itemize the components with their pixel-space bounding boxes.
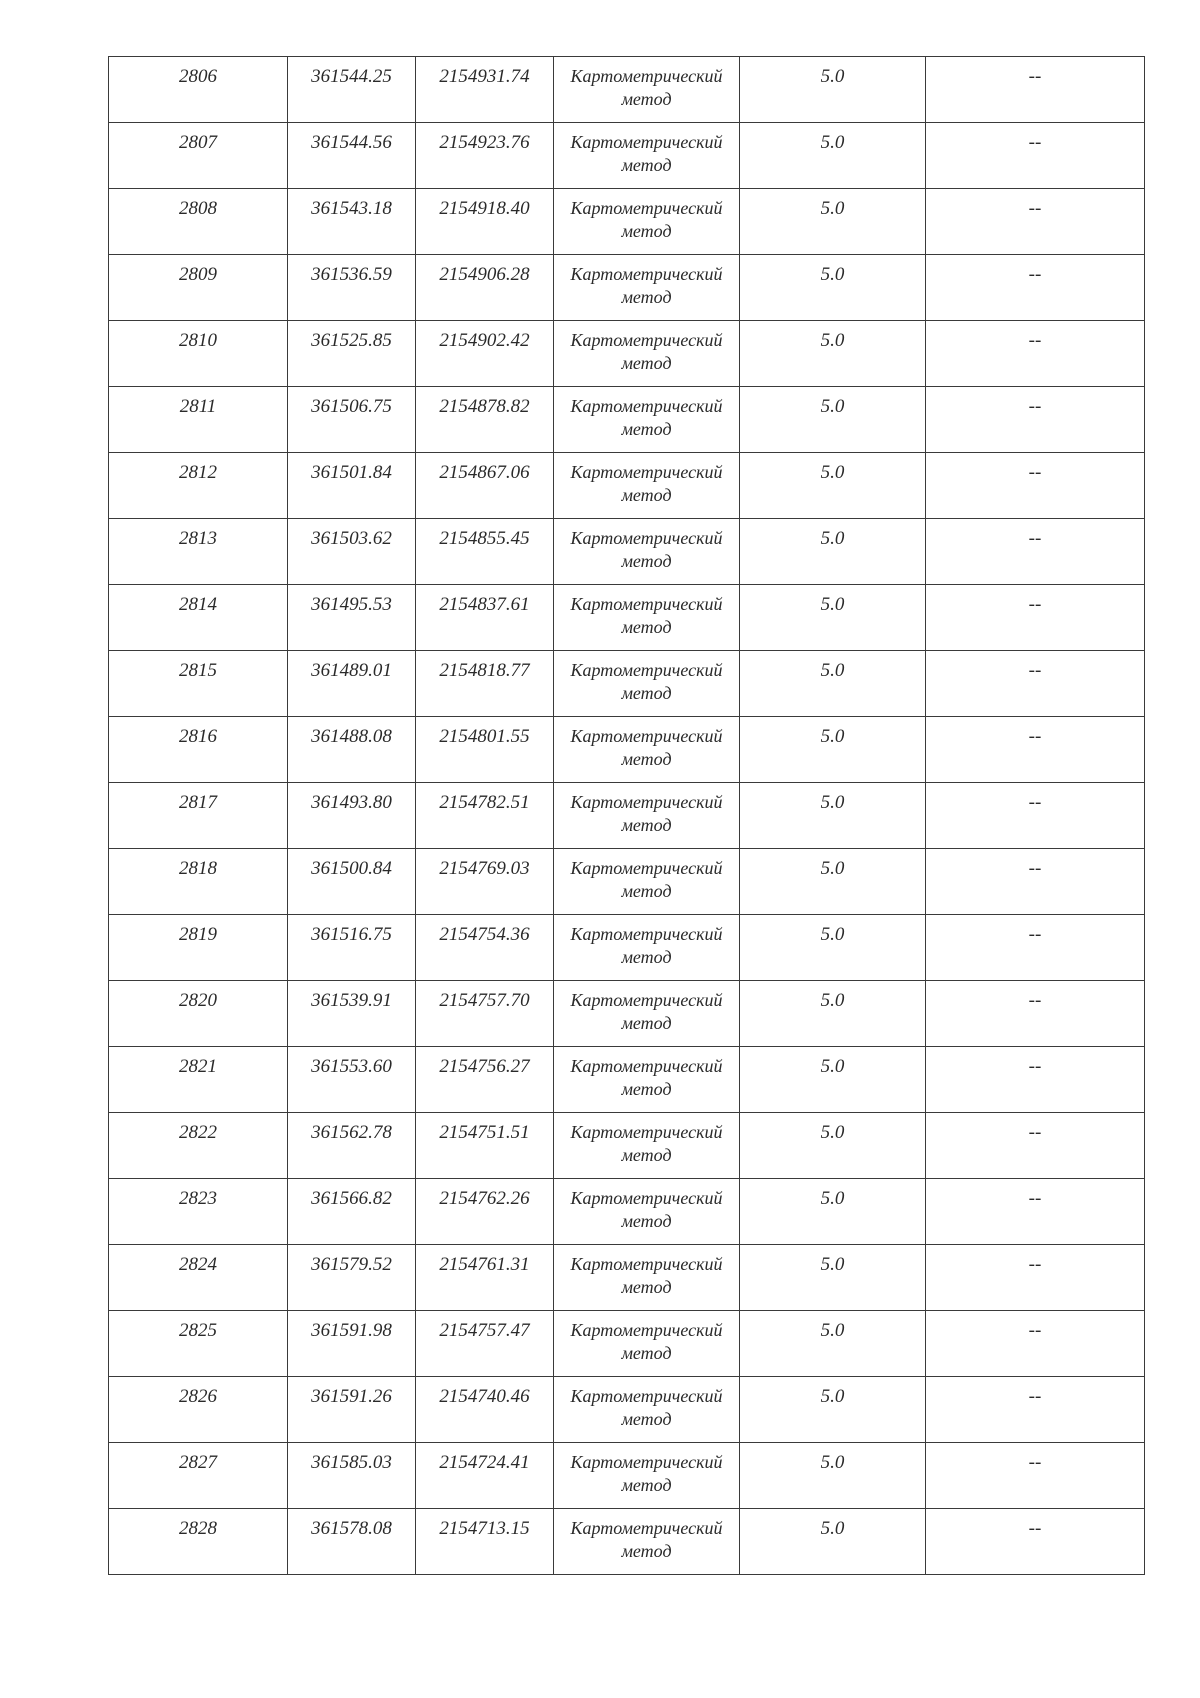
accuracy-cell: 5.0 <box>740 981 926 1047</box>
y-coordinate-cell: 2154931.74 <box>416 57 554 123</box>
note-cell: -- <box>926 1047 1145 1113</box>
table-row <box>109 1179 1145 1245</box>
accuracy-cell: 5.0 <box>740 255 926 321</box>
accuracy-cell: 5.0 <box>740 1311 926 1377</box>
note-cell: -- <box>926 255 1145 321</box>
method-line-1: Картометрический <box>570 264 723 284</box>
method-line-2: метод <box>621 1013 672 1033</box>
x-coordinate-cell: 361536.59 <box>288 255 416 321</box>
method-line-2: метод <box>621 1079 672 1099</box>
point-number-cell: 2811 <box>109 387 288 453</box>
method-line-1: Картометрический <box>570 1452 723 1472</box>
coordinates-table <box>108 56 1145 1575</box>
accuracy-cell: 5.0 <box>740 57 926 123</box>
method-line-1: Картометрический <box>570 330 723 350</box>
method-line-1: Картометрический <box>570 462 723 482</box>
table-row <box>109 123 1145 189</box>
note-cell: -- <box>926 123 1145 189</box>
point-number-cell: 2821 <box>109 1047 288 1113</box>
method-line-2: метод <box>621 617 672 637</box>
note-cell: -- <box>926 1377 1145 1443</box>
coordinates-table-body <box>109 57 1145 1575</box>
point-number-cell: 2819 <box>109 915 288 981</box>
y-coordinate-cell: 2154754.36 <box>416 915 554 981</box>
method-cell <box>554 255 740 321</box>
point-number-cell: 2823 <box>109 1179 288 1245</box>
method-line-2: метод <box>621 1409 672 1429</box>
accuracy-cell: 5.0 <box>740 1047 926 1113</box>
method-cell <box>554 1377 740 1443</box>
method-line-2: метод <box>621 947 672 967</box>
x-coordinate-cell: 361503.62 <box>288 519 416 585</box>
point-number-cell: 2827 <box>109 1443 288 1509</box>
accuracy-cell: 5.0 <box>740 519 926 585</box>
point-number-cell: 2828 <box>109 1509 288 1575</box>
method-line-1: Картометрический <box>570 66 723 86</box>
y-coordinate-cell: 2154918.40 <box>416 189 554 255</box>
y-coordinate-cell: 2154761.31 <box>416 1245 554 1311</box>
method-cell <box>554 651 740 717</box>
point-number-cell: 2809 <box>109 255 288 321</box>
method-line-1: Картометрический <box>570 660 723 680</box>
method-cell <box>554 1245 740 1311</box>
method-line-1: Картометрический <box>570 132 723 152</box>
method-cell <box>554 57 740 123</box>
method-line-2: метод <box>621 749 672 769</box>
accuracy-cell: 5.0 <box>740 387 926 453</box>
method-cell <box>554 1047 740 1113</box>
y-coordinate-cell: 2154867.06 <box>416 453 554 519</box>
method-line-2: метод <box>621 815 672 835</box>
method-line-2: метод <box>621 287 672 307</box>
method-cell <box>554 1443 740 1509</box>
note-cell: -- <box>926 1113 1145 1179</box>
table-row <box>109 189 1145 255</box>
method-cell <box>554 1179 740 1245</box>
y-coordinate-cell: 2154801.55 <box>416 717 554 783</box>
point-number-cell: 2816 <box>109 717 288 783</box>
method-cell <box>554 519 740 585</box>
note-cell: -- <box>926 1179 1145 1245</box>
note-cell: -- <box>926 915 1145 981</box>
x-coordinate-cell: 361543.18 <box>288 189 416 255</box>
table-row <box>109 1047 1145 1113</box>
method-line-1: Картометрический <box>570 594 723 614</box>
accuracy-cell: 5.0 <box>740 123 926 189</box>
method-cell <box>554 189 740 255</box>
method-line-1: Картометрический <box>570 924 723 944</box>
method-line-1: Картометрический <box>570 198 723 218</box>
method-line-1: Картометрический <box>570 990 723 1010</box>
method-line-2: метод <box>621 1211 672 1231</box>
x-coordinate-cell: 361544.56 <box>288 123 416 189</box>
method-line-2: метод <box>621 551 672 571</box>
method-line-2: метод <box>621 485 672 505</box>
method-line-2: метод <box>621 683 672 703</box>
x-coordinate-cell: 361539.91 <box>288 981 416 1047</box>
table-row <box>109 585 1145 651</box>
method-line-1: Картометрический <box>570 1254 723 1274</box>
y-coordinate-cell: 2154751.51 <box>416 1113 554 1179</box>
y-coordinate-cell: 2154740.46 <box>416 1377 554 1443</box>
x-coordinate-cell: 361585.03 <box>288 1443 416 1509</box>
accuracy-cell: 5.0 <box>740 1179 926 1245</box>
note-cell: -- <box>926 717 1145 783</box>
note-cell: -- <box>926 585 1145 651</box>
note-cell: -- <box>926 981 1145 1047</box>
accuracy-cell: 5.0 <box>740 849 926 915</box>
method-line-1: Картометрический <box>570 792 723 812</box>
table-row <box>109 981 1145 1047</box>
accuracy-cell: 5.0 <box>740 1509 926 1575</box>
note-cell: -- <box>926 849 1145 915</box>
note-cell: -- <box>926 57 1145 123</box>
method-cell <box>554 123 740 189</box>
note-cell: -- <box>926 1509 1145 1575</box>
method-line-2: метод <box>621 419 672 439</box>
method-cell <box>554 1509 740 1575</box>
point-number-cell: 2818 <box>109 849 288 915</box>
table-row <box>109 783 1145 849</box>
x-coordinate-cell: 361516.75 <box>288 915 416 981</box>
method-line-1: Картометрический <box>570 1320 723 1340</box>
table-row <box>109 321 1145 387</box>
method-cell <box>554 453 740 519</box>
y-coordinate-cell: 2154756.27 <box>416 1047 554 1113</box>
point-number-cell: 2813 <box>109 519 288 585</box>
y-coordinate-cell: 2154757.47 <box>416 1311 554 1377</box>
method-cell <box>554 387 740 453</box>
y-coordinate-cell: 2154837.61 <box>416 585 554 651</box>
accuracy-cell: 5.0 <box>740 1113 926 1179</box>
x-coordinate-cell: 361525.85 <box>288 321 416 387</box>
method-line-1: Картометрический <box>570 1188 723 1208</box>
table-row <box>109 1113 1145 1179</box>
table-row <box>109 453 1145 519</box>
method-line-2: метод <box>621 1145 672 1165</box>
method-line-2: метод <box>621 1277 672 1297</box>
note-cell: -- <box>926 651 1145 717</box>
x-coordinate-cell: 361500.84 <box>288 849 416 915</box>
x-coordinate-cell: 361579.52 <box>288 1245 416 1311</box>
point-number-cell: 2807 <box>109 123 288 189</box>
note-cell: -- <box>926 321 1145 387</box>
accuracy-cell: 5.0 <box>740 1443 926 1509</box>
x-coordinate-cell: 361578.08 <box>288 1509 416 1575</box>
method-line-1: Картометрический <box>570 858 723 878</box>
accuracy-cell: 5.0 <box>740 453 926 519</box>
y-coordinate-cell: 2154923.76 <box>416 123 554 189</box>
y-coordinate-cell: 2154724.41 <box>416 1443 554 1509</box>
method-cell <box>554 1311 740 1377</box>
method-cell <box>554 1113 740 1179</box>
table-row <box>109 387 1145 453</box>
point-number-cell: 2808 <box>109 189 288 255</box>
y-coordinate-cell: 2154818.77 <box>416 651 554 717</box>
method-cell <box>554 849 740 915</box>
accuracy-cell: 5.0 <box>740 1245 926 1311</box>
x-coordinate-cell: 361506.75 <box>288 387 416 453</box>
accuracy-cell: 5.0 <box>740 189 926 255</box>
point-number-cell: 2824 <box>109 1245 288 1311</box>
note-cell: -- <box>926 387 1145 453</box>
table-row <box>109 1509 1145 1575</box>
method-line-2: метод <box>621 353 672 373</box>
method-line-1: Картометрический <box>570 726 723 746</box>
accuracy-cell: 5.0 <box>740 321 926 387</box>
method-line-2: метод <box>621 1343 672 1363</box>
table-row <box>109 651 1145 717</box>
method-line-2: метод <box>621 221 672 241</box>
x-coordinate-cell: 361591.98 <box>288 1311 416 1377</box>
table-row <box>109 915 1145 981</box>
x-coordinate-cell: 361544.25 <box>288 57 416 123</box>
table-row <box>109 1245 1145 1311</box>
point-number-cell: 2822 <box>109 1113 288 1179</box>
table-row <box>109 57 1145 123</box>
x-coordinate-cell: 361488.08 <box>288 717 416 783</box>
y-coordinate-cell: 2154878.82 <box>416 387 554 453</box>
point-number-cell: 2814 <box>109 585 288 651</box>
x-coordinate-cell: 361495.53 <box>288 585 416 651</box>
method-cell <box>554 915 740 981</box>
method-line-1: Картометрический <box>570 396 723 416</box>
x-coordinate-cell: 361566.82 <box>288 1179 416 1245</box>
table-row <box>109 717 1145 783</box>
point-number-cell: 2810 <box>109 321 288 387</box>
method-cell <box>554 981 740 1047</box>
point-number-cell: 2815 <box>109 651 288 717</box>
method-line-1: Картометрический <box>570 1386 723 1406</box>
method-line-2: метод <box>621 89 672 109</box>
accuracy-cell: 5.0 <box>740 1377 926 1443</box>
y-coordinate-cell: 2154782.51 <box>416 783 554 849</box>
table-row <box>109 1443 1145 1509</box>
x-coordinate-cell: 361562.78 <box>288 1113 416 1179</box>
method-line-1: Картометрический <box>570 1122 723 1142</box>
y-coordinate-cell: 2154855.45 <box>416 519 554 585</box>
y-coordinate-cell: 2154757.70 <box>416 981 554 1047</box>
y-coordinate-cell: 2154762.26 <box>416 1179 554 1245</box>
method-cell <box>554 717 740 783</box>
accuracy-cell: 5.0 <box>740 651 926 717</box>
x-coordinate-cell: 361553.60 <box>288 1047 416 1113</box>
accuracy-cell: 5.0 <box>740 717 926 783</box>
method-line-2: метод <box>621 155 672 175</box>
y-coordinate-cell: 2154902.42 <box>416 321 554 387</box>
y-coordinate-cell: 2154769.03 <box>416 849 554 915</box>
point-number-cell: 2825 <box>109 1311 288 1377</box>
method-cell <box>554 783 740 849</box>
method-line-2: метод <box>621 881 672 901</box>
method-line-1: Картометрический <box>570 1056 723 1076</box>
method-line-1: Картометрический <box>570 1518 723 1538</box>
note-cell: -- <box>926 519 1145 585</box>
x-coordinate-cell: 361591.26 <box>288 1377 416 1443</box>
note-cell: -- <box>926 189 1145 255</box>
point-number-cell: 2817 <box>109 783 288 849</box>
x-coordinate-cell: 361489.01 <box>288 651 416 717</box>
accuracy-cell: 5.0 <box>740 915 926 981</box>
method-line-2: метод <box>621 1541 672 1561</box>
method-cell <box>554 321 740 387</box>
accuracy-cell: 5.0 <box>740 783 926 849</box>
point-number-cell: 2826 <box>109 1377 288 1443</box>
note-cell: -- <box>926 783 1145 849</box>
table-row <box>109 1377 1145 1443</box>
x-coordinate-cell: 361501.84 <box>288 453 416 519</box>
note-cell: -- <box>926 453 1145 519</box>
point-number-cell: 2812 <box>109 453 288 519</box>
x-coordinate-cell: 361493.80 <box>288 783 416 849</box>
y-coordinate-cell: 2154713.15 <box>416 1509 554 1575</box>
table-row <box>109 1311 1145 1377</box>
table-row <box>109 849 1145 915</box>
point-number-cell: 2806 <box>109 57 288 123</box>
table-row <box>109 519 1145 585</box>
y-coordinate-cell: 2154906.28 <box>416 255 554 321</box>
table-row <box>109 255 1145 321</box>
note-cell: -- <box>926 1443 1145 1509</box>
method-line-1: Картометрический <box>570 528 723 548</box>
accuracy-cell: 5.0 <box>740 585 926 651</box>
note-cell: -- <box>926 1245 1145 1311</box>
method-line-2: метод <box>621 1475 672 1495</box>
note-cell: -- <box>926 1311 1145 1377</box>
method-cell <box>554 585 740 651</box>
point-number-cell: 2820 <box>109 981 288 1047</box>
